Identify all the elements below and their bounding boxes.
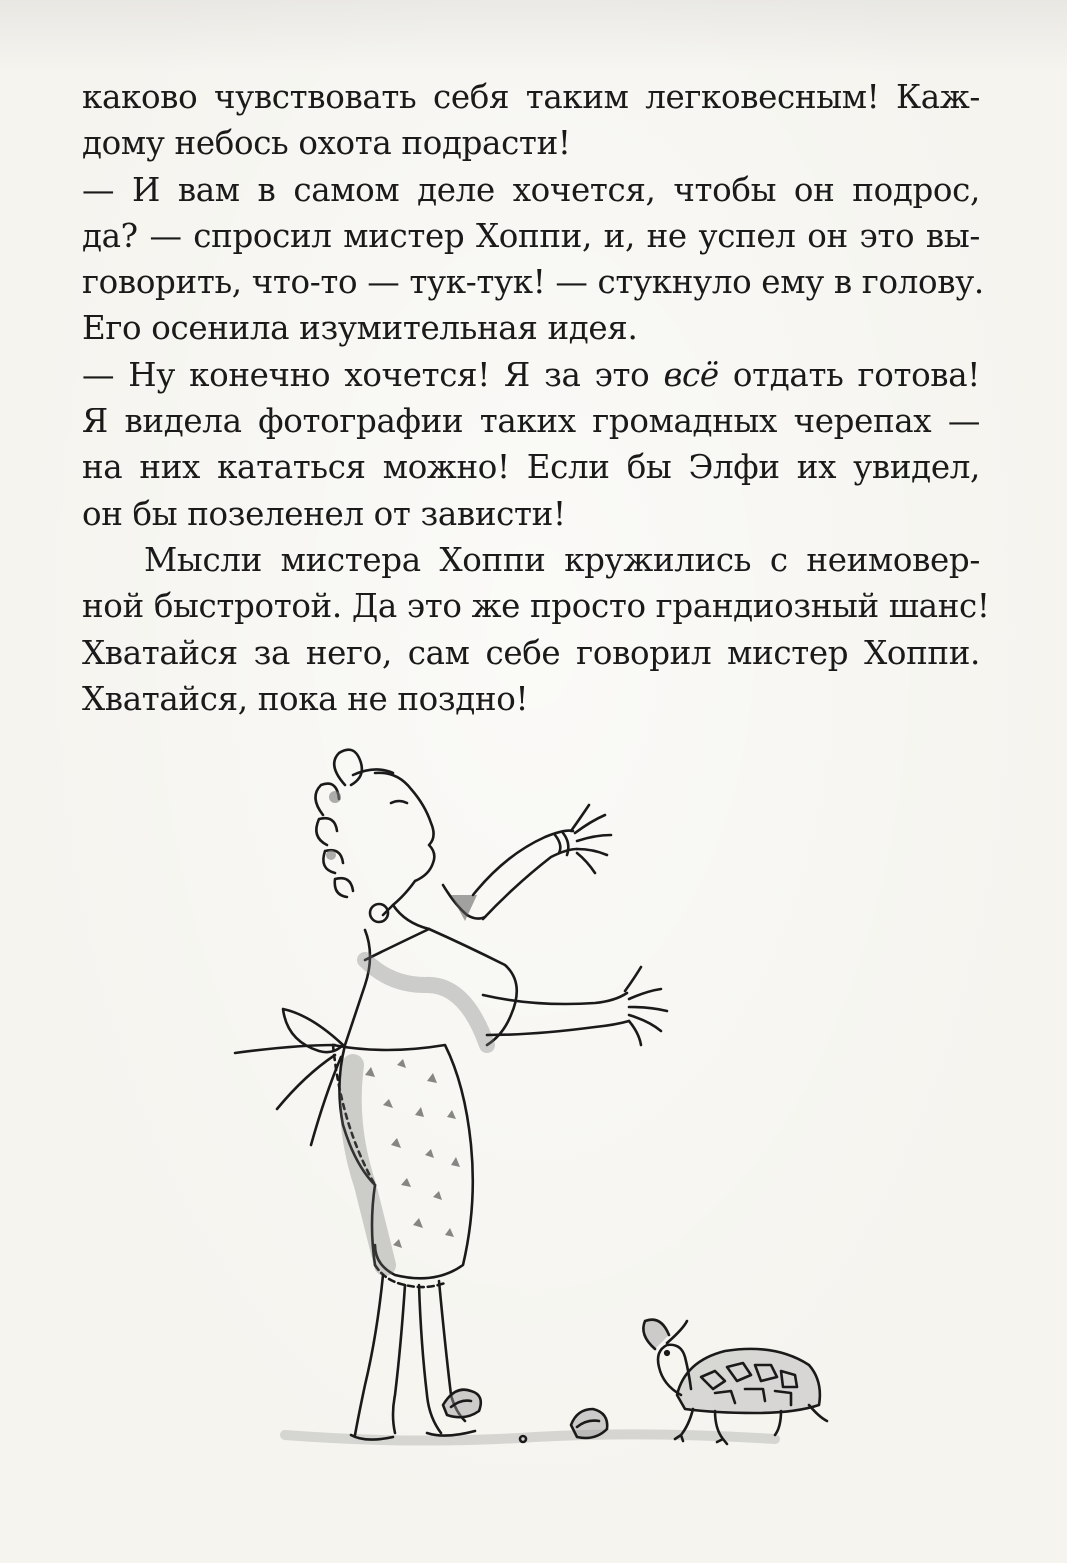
text-line-14: Хватайся, пока не поздно!	[82, 679, 529, 718]
text-line-1: каково чувствовать себя таким легковесным! Каж-	[82, 78, 980, 116]
raised-arm	[473, 805, 611, 919]
text-line-3: — И вам в самом деле хочется, чтобы он подрос,	[82, 170, 980, 209]
face-profile	[375, 773, 434, 915]
text-line-7-emphasis: всё	[663, 355, 719, 394]
text-line-5: говорить, что-то — тук-тук! — стукнуло ему в голову.	[82, 263, 984, 302]
bodice-top	[365, 929, 429, 960]
text-line-8: Я видела фотографии таких громадных черепах —	[82, 402, 980, 441]
skirt-wash	[351, 1065, 385, 1265]
page-text	[82, 74, 990, 722]
apron-bow	[235, 1009, 343, 1145]
text-line-11: Мысли мистера Хоппи кружились с неимовер-	[144, 540, 980, 579]
text-line-13: Хватайся за него, сам себе говорил мистер Хоппи.	[82, 633, 980, 672]
closed-eye	[391, 801, 407, 803]
text-line-7	[82, 352, 980, 398]
text-line-2: дому небось охота подрасти!	[82, 124, 571, 163]
text-line-7-start: — Ну конечно хочется! Я за это	[82, 355, 664, 394]
text-line-4: да? — спросил мистер Хоппи, и, не успел он это вы-	[82, 216, 980, 255]
illustration-woman-and-tortoise	[215, 745, 845, 1460]
tortoise	[643, 1320, 827, 1444]
text-line-12: ной быстротой. Да это же просто грандиозный шанс!	[82, 587, 990, 626]
text-line-9: на них кататься можно! Если бы Элфи их увидел,	[82, 448, 980, 487]
bodice-wash	[365, 960, 487, 1045]
text-line-7-end: отдать готова!	[718, 355, 980, 394]
show-through-shadow	[0, 0, 1067, 70]
reaching-arm	[483, 967, 667, 1045]
text-line-6: Его осенила изумительная идея.	[82, 309, 638, 348]
neck	[393, 905, 429, 929]
text-line-10: он бы позеленел от зависти!	[82, 494, 566, 533]
